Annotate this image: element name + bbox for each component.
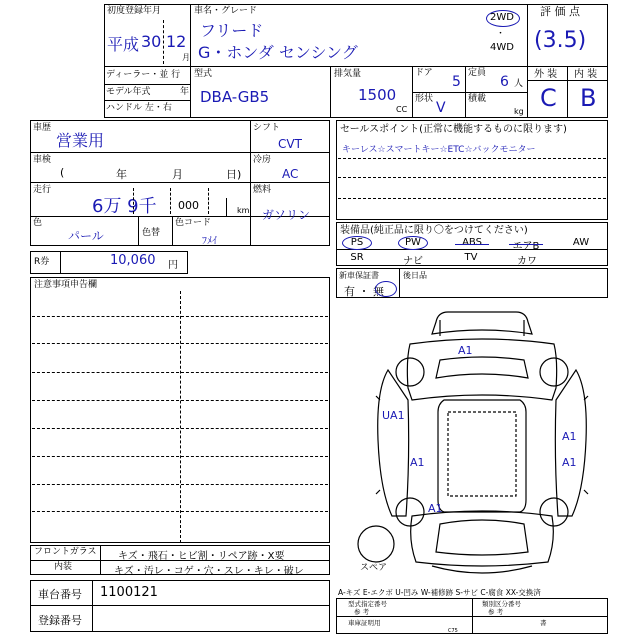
- form-label-1: 型式指定番号: [348, 600, 387, 608]
- front-body: [407, 339, 556, 400]
- recycle-value: 10,060: [110, 253, 156, 268]
- first-reg-era: 平成: [107, 35, 140, 54]
- recycle-frame: [30, 251, 188, 274]
- form-label-2: 類別区分番号: [482, 600, 521, 608]
- equip-pw-circle: [398, 236, 428, 250]
- damage-mark-1: A1: [458, 344, 473, 357]
- mileage-label: 走行: [33, 185, 52, 195]
- interior-cond-label: 内装: [54, 562, 73, 572]
- equip-tv[interactable]: TV: [464, 252, 478, 263]
- dealer-label: ディーラー・並 行: [106, 70, 181, 80]
- equip-airbag[interactable]: エアB: [512, 241, 540, 252]
- form-label-4: 書: [540, 619, 547, 627]
- history-value: 営業用: [56, 131, 105, 150]
- mileage-value: 6万 9千: [92, 196, 157, 217]
- form-label-3: 車庫証明用: [348, 619, 381, 627]
- first-reg-year: 30: [141, 32, 162, 51]
- ac-value: AC: [282, 167, 299, 181]
- sales-points-line1: キーレス☆スマートキー☆ETC☆バックモニター: [342, 145, 536, 155]
- equip-leather[interactable]: カワ: [517, 256, 537, 267]
- exterior-label: 外 装: [534, 69, 558, 80]
- type-value: DBA-GB5: [200, 88, 270, 106]
- capacity-value: 6: [500, 74, 509, 90]
- shape-label: 形状: [415, 94, 434, 104]
- sales-points-frame: [336, 120, 608, 220]
- exterior-grade: C: [540, 84, 557, 112]
- warranty-none-circle: [375, 281, 397, 297]
- recycle-label: R券: [34, 257, 50, 267]
- sales-points-title: セールスポイント(正常に機能するものに限ります): [340, 124, 567, 135]
- chassis-label: 車台番号: [38, 588, 82, 601]
- handle-label: ハンドル 左・右: [106, 103, 172, 113]
- type-label: 型式: [194, 69, 213, 79]
- inspection-month: 月: [172, 168, 183, 181]
- fuel-label: 燃料: [253, 185, 272, 195]
- score: (3.5): [534, 28, 587, 53]
- spare-tire: [358, 526, 394, 562]
- rear-left-wheel: [396, 498, 424, 526]
- recycle-unit: 円: [168, 260, 178, 271]
- capacity-unit: 人: [514, 79, 524, 89]
- interior-label: 内 装: [574, 69, 598, 80]
- rear-right-wheel: [540, 498, 568, 526]
- chassis-value: 1100121: [100, 585, 158, 600]
- first-reg-label: 初度登録年月: [107, 6, 162, 16]
- drive-4wd: 4WD: [490, 42, 514, 53]
- windshield-label: フロントガラス: [34, 547, 97, 557]
- car-name: フリード: [200, 21, 264, 40]
- equip-abs[interactable]: ABS: [462, 237, 482, 248]
- color-code-label: 色コード: [175, 218, 212, 228]
- interior-grade: B: [580, 84, 597, 112]
- form-sub-2: 参 考: [488, 608, 504, 616]
- windshield-options: キズ・飛石・ヒビ割・リペア跡・X要: [118, 551, 285, 562]
- equip-ps[interactable]: PS: [350, 237, 364, 248]
- left-side: [378, 370, 409, 516]
- later-label: 後日品: [403, 271, 427, 280]
- inspection-year: 年: [116, 168, 127, 181]
- warranty-value[interactable]: 有 ・ 無: [344, 285, 384, 298]
- equip-ps-circle: [342, 236, 372, 250]
- right-side: [555, 370, 586, 516]
- damage-mark-4: A1: [410, 456, 425, 469]
- interior-options: キズ・汚レ・コゲ・穴・スレ・キレ・破レ: [114, 566, 304, 577]
- first-reg-month-unit: 月: [182, 53, 190, 62]
- door-value: 5: [452, 74, 461, 90]
- history-label: 車歴: [33, 123, 52, 133]
- door-label: ドア: [415, 68, 433, 78]
- color-code-value: ﾌﾒｲ: [202, 236, 217, 247]
- displacement-unit: CC: [396, 105, 408, 114]
- model-year-label: モデル年式: [106, 87, 151, 97]
- inspection-label: 車検: [33, 155, 52, 165]
- spare-label: スペア: [360, 563, 388, 573]
- equip-airbag-strike: [509, 244, 543, 245]
- rear-body: [411, 511, 554, 566]
- car-name-label: 車名・グレード: [194, 6, 258, 16]
- fuel-value: ガソリン: [262, 208, 311, 222]
- drive-dot: ・: [496, 29, 506, 39]
- ac-label: 冷房: [253, 155, 272, 165]
- capacity-label: 定員: [468, 68, 487, 78]
- damage-mark-2: UA1: [382, 409, 405, 422]
- color-value: パール: [68, 229, 104, 243]
- shift-label: シフト: [253, 123, 281, 133]
- load-label: 積載: [468, 94, 487, 104]
- shape-value: V: [436, 100, 446, 116]
- score-label: 評 価 点: [540, 5, 580, 18]
- form-sub-1: 参 考: [354, 608, 370, 616]
- equip-abs-strike: [455, 244, 489, 245]
- notes-title: 注意事項申告欄: [34, 280, 98, 290]
- equip-navi[interactable]: ナビ: [403, 256, 423, 267]
- roof-outline: [432, 312, 532, 334]
- registration-label: 登録番号: [38, 614, 82, 627]
- front-right-wheel: [540, 358, 568, 386]
- inspection-open: (: [60, 166, 65, 179]
- main-body: [438, 400, 526, 512]
- warranty-label: 新車保証書: [339, 271, 379, 280]
- mileage-unit: km: [237, 206, 250, 215]
- damage-legend: A-キズ E-エクボ U-凹み W-補修跡 S-サビ C-腐食 XX-交換済: [338, 588, 541, 597]
- form-small: C75: [448, 628, 458, 634]
- damage-mark-5: A1: [562, 456, 577, 469]
- damage-mark-3: A1: [562, 430, 577, 443]
- displacement-value: 1500: [358, 86, 397, 104]
- drive-2wd: 2WD: [490, 12, 514, 23]
- mileage-sub: 000: [178, 199, 199, 212]
- damage-mark-6: A1: [428, 502, 443, 515]
- front-left-wheel: [396, 358, 424, 386]
- model-year-unit: 年: [180, 87, 190, 97]
- color-label: 色: [33, 218, 43, 228]
- car-grade: G・ホンダ センシング: [198, 43, 358, 62]
- shift-value: CVT: [278, 137, 302, 151]
- equip-pw[interactable]: PW: [405, 237, 421, 248]
- displacement-label: 排気量: [334, 69, 362, 79]
- equipment-title: 装備品(純正品に限り〇をつけてください): [340, 225, 528, 236]
- equip-sr[interactable]: SR: [350, 252, 364, 263]
- load-unit: kg: [514, 107, 524, 116]
- first-reg-month: 12: [166, 32, 187, 51]
- equip-aw[interactable]: AW: [572, 237, 590, 248]
- inspection-day: 日): [226, 168, 242, 181]
- color-change-label: 色替: [142, 228, 161, 238]
